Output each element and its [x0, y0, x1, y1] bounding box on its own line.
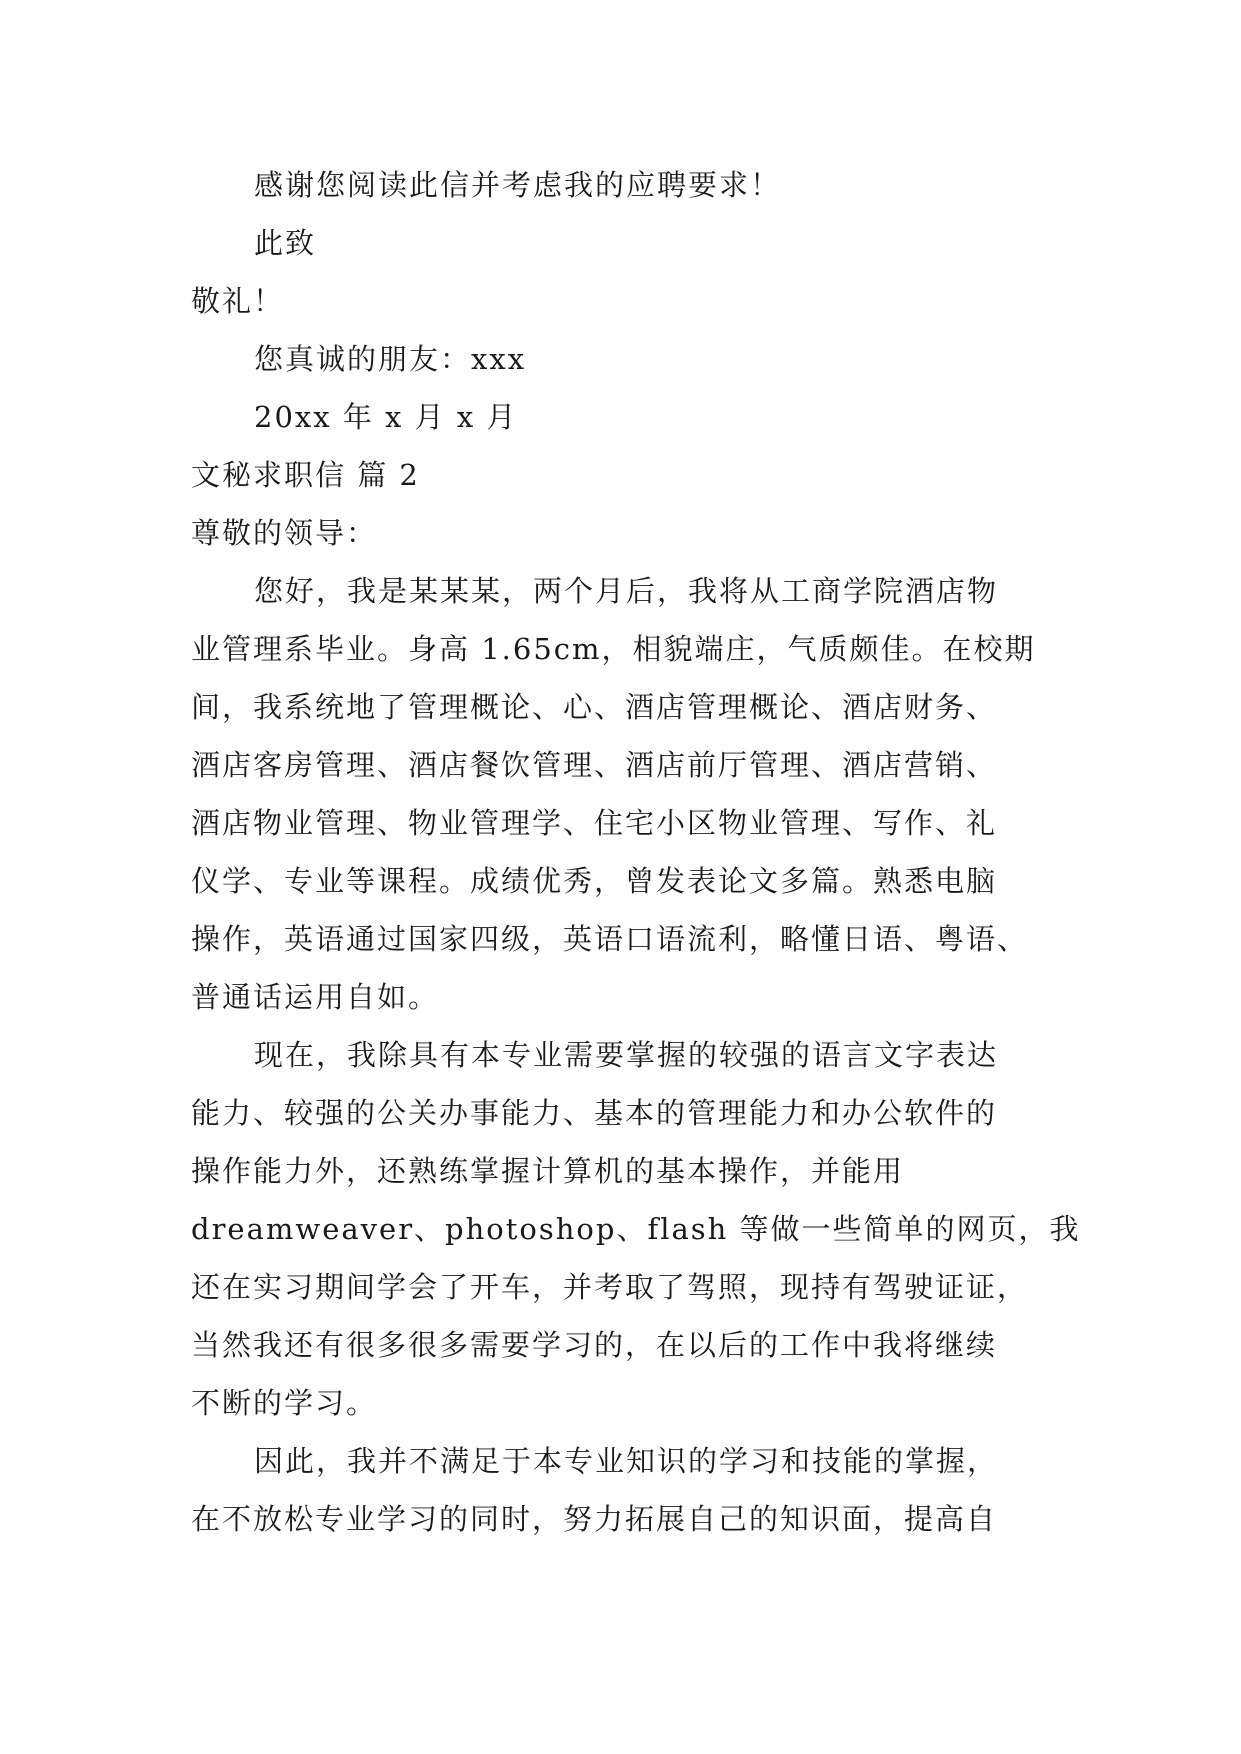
closing-date: 20xx 年 x 月 x 月 — [254, 400, 518, 434]
paragraph2-line: 能力、较强的公关办事能力、基本的管理能力和办公软件的 — [191, 1096, 998, 1130]
letter-title: 文秘求职信 篇 2 — [191, 458, 420, 492]
letter-greeting: 尊敬的领导： — [191, 516, 378, 550]
paragraph1-line: 酒店物业管理、物业管理学、住宅小区物业管理、写作、礼 — [191, 806, 998, 840]
closing-thanks: 感谢您阅读此信并考虑我的应聘要求！ — [254, 168, 782, 202]
paragraph1-line: 业管理系毕业。身高 1.65cm，相貌端庄，气质颇佳。在校期 — [191, 632, 1036, 666]
paragraph1-line: 酒店客房管理、酒店餐饮管理、酒店前厅管理、酒店营销、 — [191, 748, 998, 782]
paragraph3-line: 因此，我并不满足于本专业知识的学习和技能的掌握， — [254, 1444, 999, 1478]
paragraph2-line: 不断的学习。 — [191, 1386, 378, 1420]
closing-salutation: 此致 — [254, 226, 317, 260]
paragraph1-line: 普通话运用自如。 — [191, 980, 440, 1014]
paragraph2-line: 当然我还有很多很多需要学习的，在以后的工作中我将继续 — [191, 1328, 998, 1362]
paragraph2-line: dreamweaver、photoshop、flash 等做一些简单的网页，我 — [191, 1212, 1081, 1246]
closing-signature: 您真诚的朋友：xxx — [254, 342, 527, 376]
paragraph1-line: 仪学、专业等课程。成绩优秀，曾发表论文多篇。熟悉电脑 — [191, 864, 998, 898]
paragraph1-line: 间，我系统地了管理概论、心、酒店管理概论、酒店财务、 — [191, 690, 998, 724]
paragraph2-line: 操作能力外，还熟练掌握计算机的基本操作，并能用 — [191, 1154, 905, 1188]
paragraph3-line: 在不放松专业学习的同时，努力拓展自己的知识面，提高自 — [191, 1502, 998, 1536]
paragraph2-line: 还在实习期间学会了开车，并考取了驾照，现持有驾驶证证， — [191, 1270, 1029, 1304]
paragraph2-line: 现在，我除具有本专业需要掌握的较强的语言文字表达 — [254, 1038, 999, 1072]
closing-regards: 敬礼！ — [191, 284, 285, 318]
paragraph1-line: 操作，英语通过国家四级，英语口语流利，略懂日语、粤语、 — [191, 922, 1029, 956]
paragraph1-line: 您好，我是某某某，两个月后，我将从工商学院酒店物 — [254, 574, 999, 608]
